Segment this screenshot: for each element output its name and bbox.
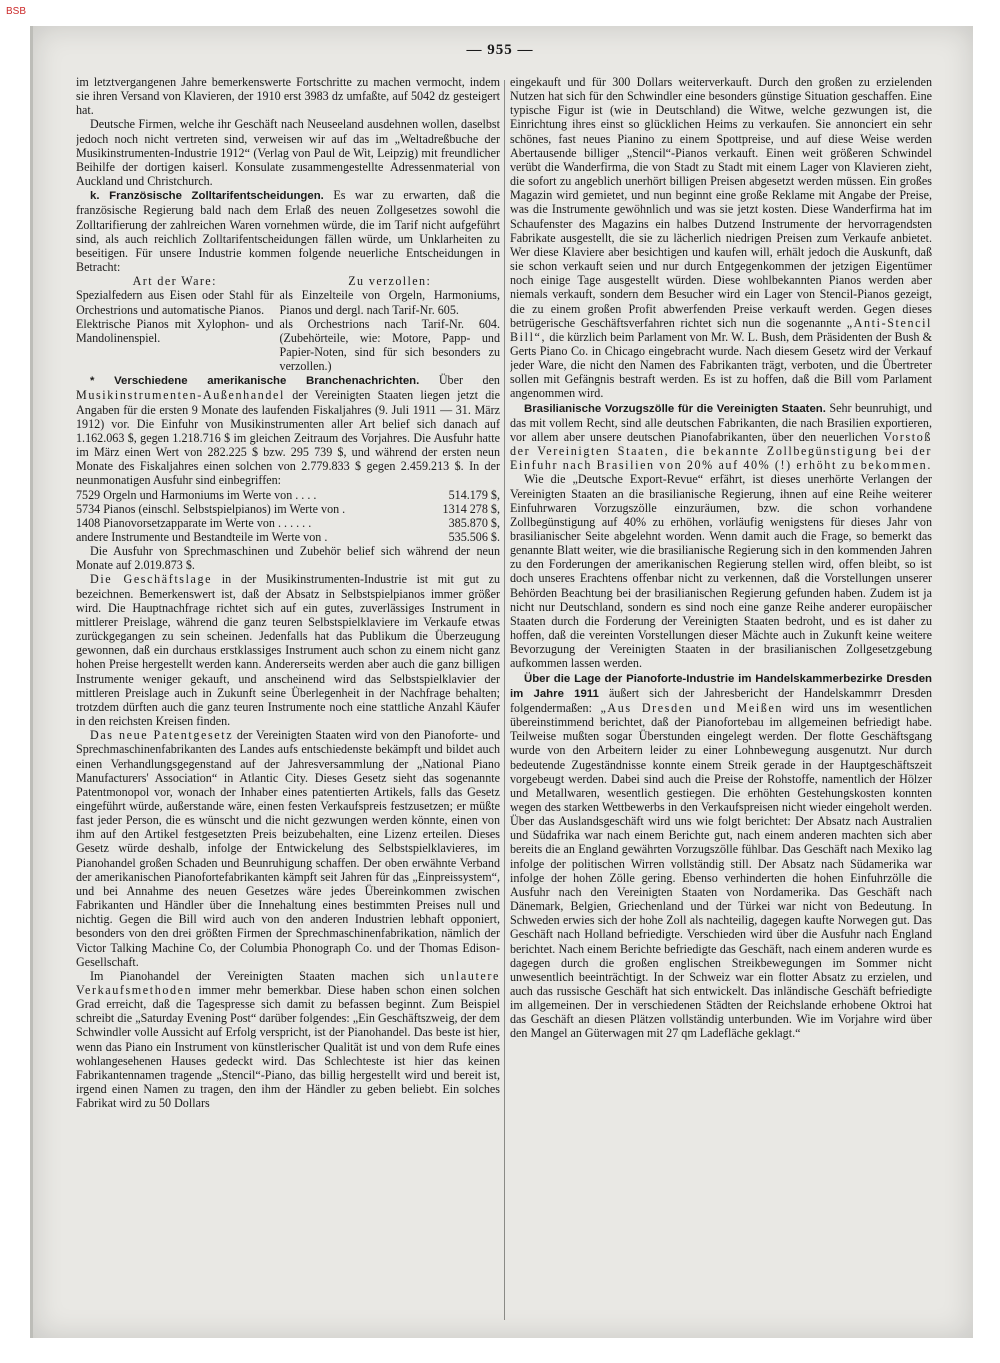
section-french-tariff <box>76 188 500 274</box>
paragraph-text: wird uns im wesentlichen übereinstimmend berichtet, daß der Pianofortebau im allgemeinen befriedigt habe. Teilweise mußten sogar Überstunden eingelegt werden. Der flotte Geschäftsgang wurde von den Arbeitern leider zu einer Lohnbewegung ausgenutzt. Nur durch bedeutende Zugeständnisse konnte einem Streik gerade in der Hauptgeschäftszeit vorgebeugt werden. Dabei sind auch die Preise der Rohstoffe, namentlich der Hölzer und Metallwaren, wesentlich gestiegen. Die erhöhten Gestehungskosten konnten wegen des starken Wettbewerbs in den Verkaufspreisen nicht wieder eingeholt werden. Über das Auslandsgeschäft wird uns wie folgt berichtet: Der Absatz nach Australien und Südafrika war nach einem Berichte gut, nach einem anderen machten sich aber bereits die an England gewährten Vorzugszölle fühlbar. Das Geschäft nach Mexiko lag infolge der politischen Wirren vollständig still. Der Absatz nach Südamerika war infolge der hohen Zölle gering. Ebenso verhinderten die hohen Einfuhrzölle die Ausfuhr nach den Vereinigten Staaten von Nordamerika. Das Geschäft nach Dänemark, Belgien, Griechenland und der Türkei war nicht von Bedeutung. In Schweden erwies sich der hohe Zoll als nachteilig, dagegen kaufte Norwegen gut. Das Geschäft nach Holland befriedigte. Verschieden wird über die Ausfuhr nach England berichtet. Nach einem Berichte befriedigte das Geschäft, nach einem anderen wurde es dagegen durch die großen englischen Streikbewegungen im Sommer nicht unwesentlich beeinträchtigt. In der Schweiz war ein flotter Absatz zu erzielen, und auch das russische Geschäft hat sich entwickelt. Das inländische Geschäft befriedigte im allgemeinen. Der in verschiedenen Städten der Reichslande erhobene Oktroi hat das Geschäft an diesen Plätzen vollständig unterbunden. Wie im Vorjahre wird über den Mangel an Güterwagen mit 27 qm Ladefläche geklagt.“ <box>510 700 932 1041</box>
paragraph-text: die kürzlich beim Parlament von Mr. W. L. Bush, dem Präsidenten der Bush & Gerts Piano Co. in Chicago eingebracht wurde. Nach diesem Gesetz wird der Verkauf jeder Ware, die nicht den Namen des Fabrikanten trägt, verboten, und die Übertreter sollen mit Gefängnis bestraft werden. Es ist zu hoffen, daß die Bill vom Parlament angenommen wird. <box>510 329 932 401</box>
section-dresden <box>510 671 932 1041</box>
spaced-text: Die Geschäftslage <box>90 572 213 587</box>
tariff-row <box>76 288 500 316</box>
paragraph <box>76 728 500 969</box>
spaced-text: „Anti-Stencil Bill“, <box>510 315 932 344</box>
spaced-text: Musikinstrumenten-Außenhandel <box>76 388 285 403</box>
paragraph-text: der Vereinigten Staaten liegen jetzt die Angaben für die ersten 9 Monate des laufenden Fiskaljahres (9. Juli 1911 — 31. März 1912) vor. Die Einfuhr von Musikinstrumenten aller Art belief sich danach auf 1.162.063 $, gegen 1.218.716 $ im gleichen Zeitraum des Vorjahres. Die Ausfuhr hatte im März einen Wert von 282.225 $ bzw. 295 739 $, und während der ersten neun Monate des Fiskaljahres einen solchen von 2.779.833 $ gegen 2.459.213 $. In der neunmonatigen Ausfuhr sind einbegriffen: <box>76 388 500 488</box>
paragraph-text: äußert sich der Jahresbericht der Handelskammrr Dresden folgendermaßen: <box>510 685 932 715</box>
tariff-row <box>76 317 500 374</box>
spaced-text: Das neue Patentgesetz <box>90 728 234 743</box>
paragraph: Wie die „Deutsche Export-Revue“ erfährt, ist dieses unerhörte Verlangen der Vereinigten Staaten an die brasilianische Regierung, ihnen auf eine Reihe weiterer Einfuhrwaren Vorzugszölle einzuräumen, bzw. die schon vorhandene Zollbegünstigung auf 40% zu erhöhen, vorläufig wenigstens für dieses Jahr von brasilianischer Seite abgelehnt worden. Wenn damit auch die Frage, so bemerkt das genannte Blatt weiter, wie die brasilianische Regierung sich in den kommenden Jahren zu den Forderungen der amerikanischen Regierung stellen wird, offen bleibt, so ist doch unseres Erachtens offenbar nicht zu verkennen, daß die Vorstellungen unserer Behörden Beachtung bei der brasilianischen Regierung gefunden haben. Zudem ist ja nicht nur Deutschland, sondern es sind noch eine ganze Reihe anderer europäischer Staaten durch die Forderung der Vereinigten Staaten bedroht, und es ist daher zu hoffen, daß die vereinten Vorstellungen dieser Mächte auch in Zukunft keine weitere Bevorzugung der Vereinigten Staaten in der brasilianischen Zollgesetzgebung aufkommen lassen werden. <box>510 472 932 671</box>
paragraph-text: eingekauft und für 300 Dollars weiterverkauft. Durch den großen zu erzielenden Nutzen hat sich für den Schwindler eine besonders günstige Situation geschaffen. Eine typische Figur ist (wie in Deutschland) die Witwe, welche gezwungen ist, die Einrichtung ihres einst so glücklichen Heims zu verkaufen. Sie annonciert ein sehr schönes, fast neues Pianino zu einem Spottpreise, und auf diese Weise werden Abertausende billiger „Stencil“-Pianos verkauft. Einen weit größeren Schwindel verübt die Wanderfirma, die von Stadt zu Stadt mit einem Lager von Klavieren zieht, die sofort zu angeblich unerhört billigen Preisen abgesetzt werden müssen. Ein großes Magazin wird gemietet, und nun beginnt eine große Reklame mit Angabe der Preise, was die Instrumente gewöhnlich und was sie jetzt kosten. Diese Wanderfirma hat im Schaufenster des Magazins ein halbes Dutzend Instrumente der hervorragendsten Fabrikate ausgestellt, die sie zu lächerlich niedrigen Preisen zum Verkaufe anbietet. Wer diese Klaviere aber besichtigen und kaufen will, erhält jedoch die Auskunft, daß sie schon verkauft seien und nur durch Entgegenkommen der jetzigen Eigentümer noch einige Tage ausgestellt würden. Diese wohlbekannten Pianos werden aber niemals verkauft, sondern dem Besucher wird ein Lager von Stencil-Pianos gezeigt, die zu einem großen Profit abwerfenden Preise verkauft werden. Gegen dieses betrügerische Geschäftsverfahren richtet sich nun die sogenannte <box>510 75 932 330</box>
section-brazil <box>510 401 932 473</box>
spaced-text: „Aus Dresden und Meißen <box>600 700 784 715</box>
tariff-ware: Elektrische Pianos mit Xylophon- und Mandolinenspiel. <box>76 316 274 345</box>
stats-label: 1408 Pianovorsetzapparate im Werte von . . . . . . <box>76 515 312 530</box>
paragraph: Deutsche Firmen, welche ihr Geschäft nach Neuseeland ausdehnen wollen, daselbst jedoch noch nicht vertreten sind, verweisen wir auf das im „Weltadreßbuche der Musikinstrumenten-Industrie 1912“ (Verlag von Paul de Wit, Leipzig) mit freundlicher Beihilfe der dortigen kaiserl. Konsulate zusammengestellte Adressenmaterial von Auckland und Christchurch. <box>76 117 500 189</box>
paragraph-text: in der Musikinstrumenten-Industrie ist mit gut zu bezeichnen. Bemerkenswert ist, daß der Absatz in Selbstspielpianos immer größer wird. Die Hauptnachfrage richtet sich auf ein gutes, zuverlässiges Instrument in mittlerer Preislage, während die ganz teuren Selbstspielklaviere im Verkaufe etwas zurückgegangen zu sein scheinen. Jedenfalls hat das Publikum die Überzeugung gewonnen, daß ein durchaus erstklassiges Instrument auch schon zu einem nicht ganz hohen Preise hergestellt werden kann. Andererseits werden aber auch die ganz billigen Instrumente weniger gekauft, und anscheinend wird das Selbstspielklavier der mittleren Preislage auch in Zukunft seine Überlegenheit in der Nachfrage behalten; trotzdem dürften auch die ganz teuren Instrumente noch eine stattliche Anzahl Käufer in den reichsten Kreisen finden. <box>76 572 500 729</box>
stats-label: 7529 Orgeln und Harmoniums im Werte von . . . . <box>76 487 317 502</box>
page-number: — 955 — <box>466 42 534 58</box>
paragraph: Die Ausfuhr von Sprechmaschinen und Zubehör belief sich während der neun Monate auf 2.019.873 $. <box>76 544 500 573</box>
library-mark: BSB <box>6 6 27 17</box>
section-heading: Brasilianische Vorzugszölle für die Vereinigten Staaten. <box>524 402 826 415</box>
column-divider <box>504 80 505 1320</box>
spaced-text: Vorstoß der Vereinigten Staaten, die bekannte Zollbegünstigung bei der Einfuhr nach Brasilien von 20% auf 40% (!) erhöht zu bekommen. <box>510 429 932 473</box>
tariff-table <box>76 274 500 373</box>
stats-label: andere Instrumente und Bestandteile im Werte von . <box>76 530 328 544</box>
paragraph <box>76 969 500 1111</box>
left-column <box>76 75 500 1315</box>
paragraph <box>76 572 500 728</box>
section-heading: Über die Lage der Pianoforte-Industrie im Handelskammerbezirke Dresden im Jahre 1911 <box>510 672 932 700</box>
right-column <box>510 75 932 1315</box>
paragraph <box>510 75 932 401</box>
paragraph-text: der Vereinigten Staaten wird von den Pianoforte- und Sprechmaschinenfabrikanten des Landes aufs entschiedenste bekämpft und bildet auch einen Verhandlungsgegenstand auf der Jahresversammlung der „National Piano Manufacturers' Association“ in Atlantic City. Dieses Gesetz sieht das sogenannte Patentmonopol vor, wonach der Inhaber eines patentierten Artikels, falls das Gesetz eingeführt würde, außerstande wäre, einen festen Verkaufspreis festzusetzen; er müßte fast jeder Person, die es wünscht und die nicht gezwungen werden könnte, einen von ihm auf den Artikel festgesetzten Preis beizubehalten, eine Lizenz erteilen. Dieses Gesetz würde deshalb, infolge der Entwickelung des Selbstspielklavieres, im Pianohandel großen Schaden und Beunruhigung schaffen. Der oben erwähnte Verband der amerikanischen Pianofortefabrikanten kämpft seit Jahren für das „Einpreissystem“, und bei Annahme des neuen Gesetzes wäre jedes Übereinkommen zwischen Fabrikanten und Händler über die Innehaltung eines bestimmten Preises null und nichtig. Gegen die Bill wird auch von den anderen Industrien lebhaft opponiert, besonders von den drei größten Firmen der Sprechmaschinenfabrikation, nämlich der Victor Talking Machine Co, der Columbia Phonograph Co. und der Thomas Edison-Gesellschaft. <box>76 728 500 969</box>
stats-value: 1314 278 $, <box>442 501 500 516</box>
paragraph-text: Es war zu erwarten, daß die französische Regierung bald nach dem Erlaß des neuen Zollgesetzes sowohl die Zolltarifierung der zahlreichen Waren vornehmen würde, die im Tarif nicht aufgeführt sind, als auch reichlich Zolltarifentscheidungen fällen würde, um Unklarheiten zu beseitigen. Für unsere Industrie kommen folgende neuerliche Entscheidungen in Betracht: <box>76 188 500 275</box>
paragraph-text: Im Pianohandel der Vereinigten Staaten machen sich <box>90 968 425 983</box>
paragraph-text: Über den <box>438 373 500 388</box>
stats-value: 514.179 $, <box>448 487 500 502</box>
paragraph-text: immer mehr bemerkbar. Diese haben schon einen solchen Grad erreicht, daß die Tagespresse sich damit zu befassen beginnt. Zum Beispiel schreibt die „Saturday Evening Post“ darüber folgendes: „Ein Geschäftszweig, der dem Schwindler volle Aussicht auf Erfolg verspricht, ist der Pianohandel. Das beste ist hier, wenn das Piano ein Instrument von künstlerischer Qualität ist und von dem Rufe eines wohlangesehenen Hauses gedeckt wird. Das Schlechteste ist hier das keinen Fabrikantennamen tragende „Stencil“-Piano, das billig hergestellt wird und bereit ist, irgend einen Namen zu tragen, den ihm der Händler zu geben beliebt. Ein solches Fabrikat wird zu 50 Dollars <box>76 983 500 1111</box>
stats-value: 535.506 $. <box>448 530 500 544</box>
stats-row <box>76 530 500 544</box>
export-stats-table <box>76 488 500 545</box>
stats-row <box>76 502 500 516</box>
stats-row <box>76 488 500 502</box>
tariff-header-ware: Art der Ware: <box>132 274 217 289</box>
tariff-ware: Spezialfedern aus Eisen oder Stahl für Orchestrions und automatische Pianos. <box>76 288 274 317</box>
tariff-zoll: als Einzelteile von Orgeln, Harmoniums, Pianos und dergl. nach Tarif-Nr. 605. <box>279 288 500 317</box>
stats-row <box>76 516 500 530</box>
tariff-zoll: als Orchestrions nach Tarif-Nr. 604. (Zubehörteile, wie: Motore, Papp- und Papier-Noten, sind für sich besonders zu verzollen.) <box>279 316 500 374</box>
stats-value: 385.870 $, <box>448 515 500 530</box>
spaced-text: unlautere Verkaufsmethoden <box>76 968 500 997</box>
section-heading: k. Französische Zolltarifentscheidungen. <box>90 190 324 203</box>
tariff-header-zoll: Zu verzollen: <box>348 274 432 289</box>
paragraph-text: Sehr beunruhigt, und das mit vollem Recht, sind alle deutschen Fabrikanten, die nach Brasilien exportieren, vor allem aber unsere deutschen Pianofabrikanten, über den neuerlichen <box>510 400 932 444</box>
section-american-news <box>76 373 500 487</box>
paragraph: im letztvergangenen Jahre bemerkenswerte Fortschritte zu machen vermocht, indem sie ihren Versand von Klavieren, der 1910 erst 3983 dz umfaßte, auf 5042 dz gesteigert hat. <box>76 75 500 118</box>
stats-label: 5734 Pianos (einschl. Selbstspielpianos) im Werte von . <box>76 501 346 516</box>
section-heading: * Verschiedene amerikanische Branchenachrichten. <box>90 375 420 388</box>
